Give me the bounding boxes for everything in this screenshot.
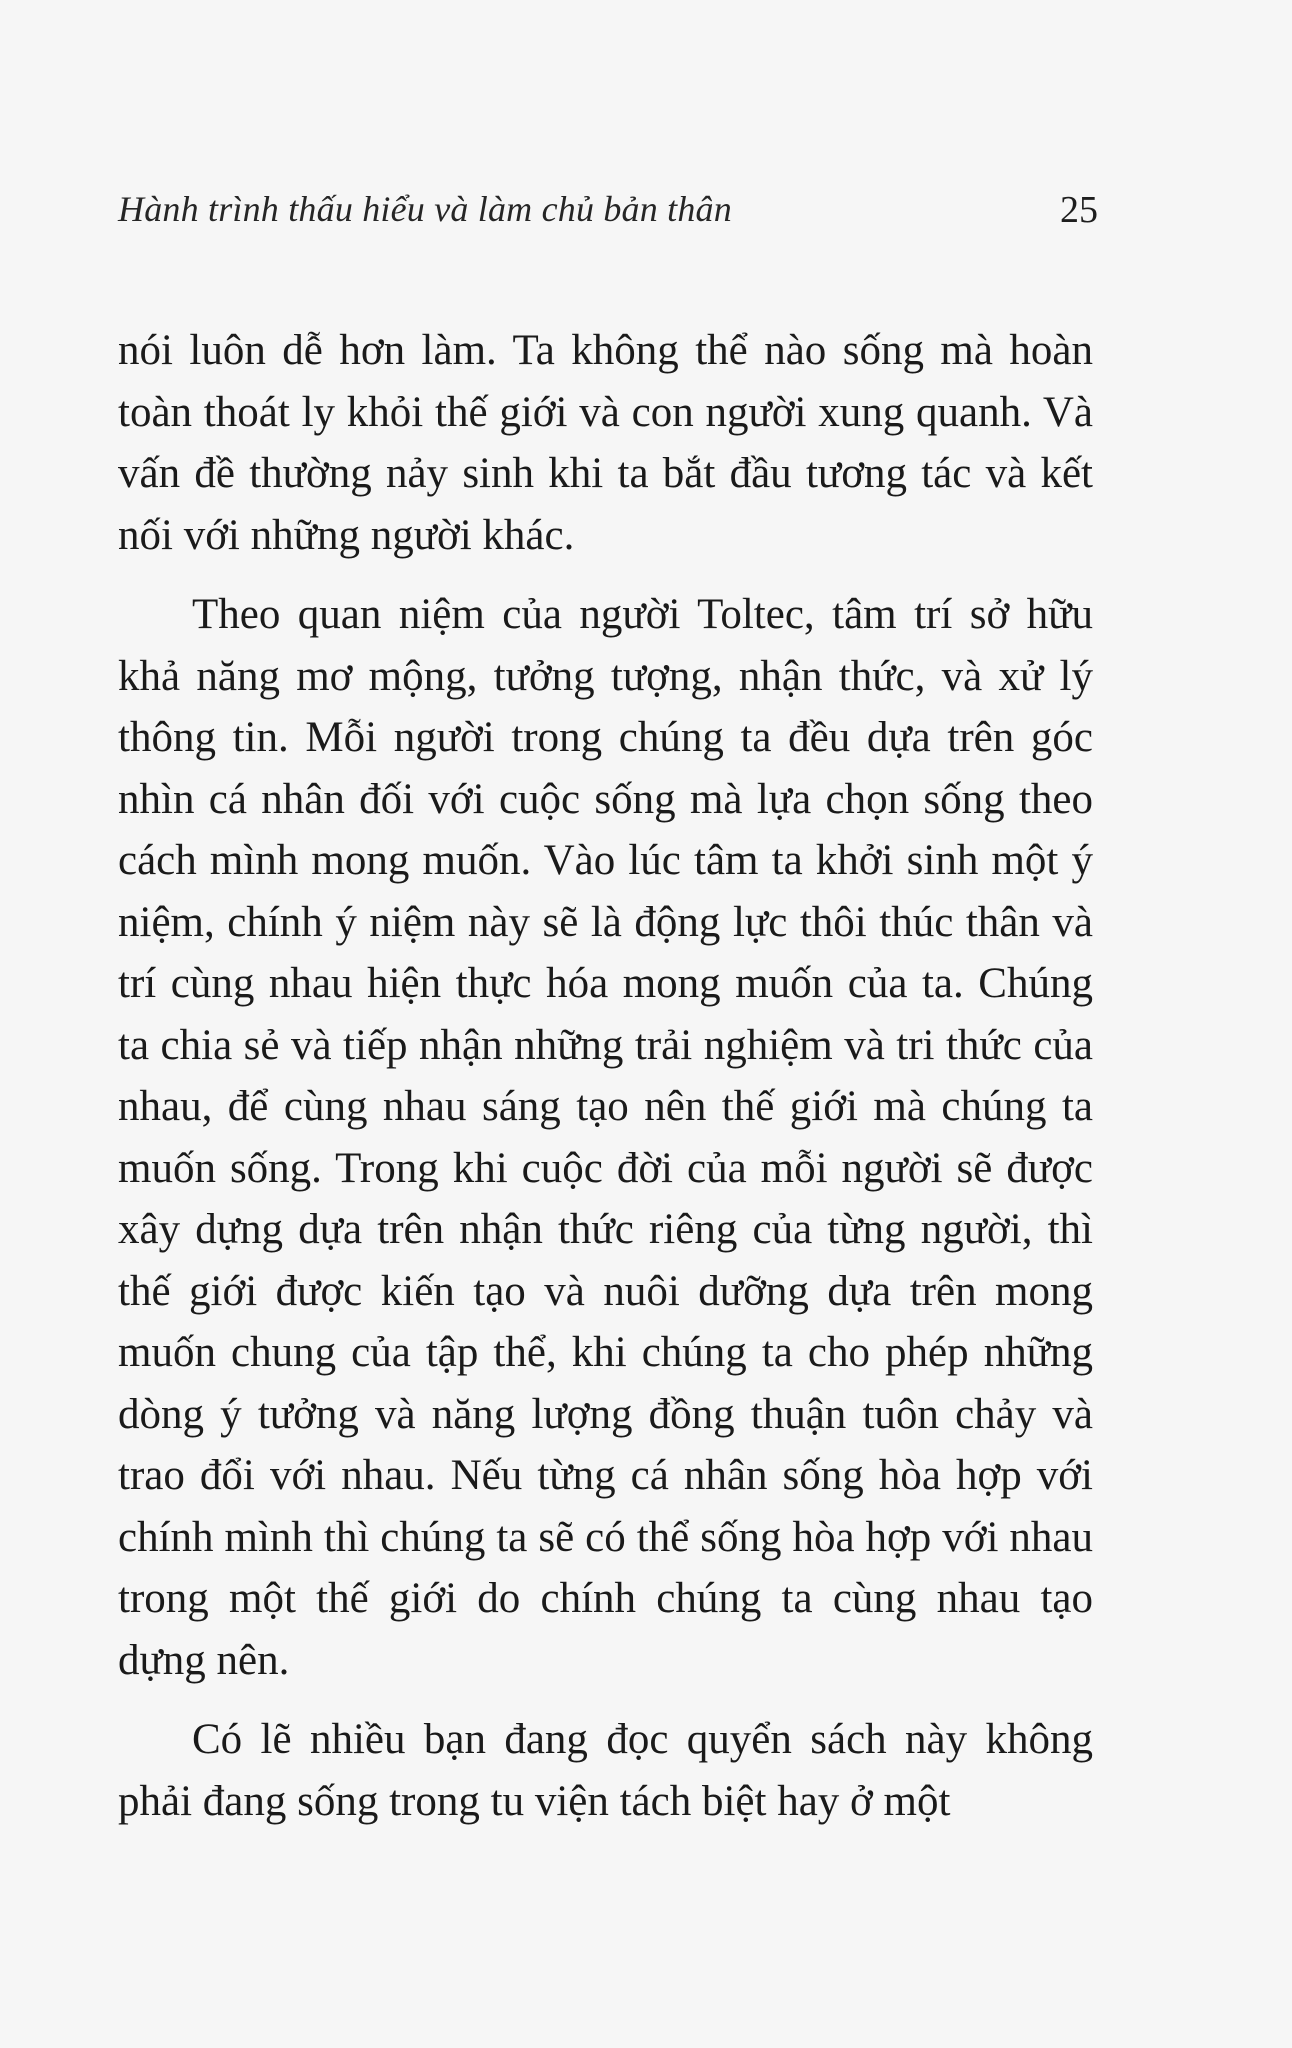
body-text (118, 320, 1093, 1850)
paragraph-toltec: Theo quan niệm của người Toltec, tâm trí sở hữu khả năng mơ mộng, tưởng tượng, nhận thức, và xử lý thông tin. Mỗi người trong chúng ta đều dựa trên góc nhìn cá nhân đối với cuộc sống mà lựa chọn sống theo cách mình mong muốn. Vào lúc tâm ta khởi sinh một ý niệm, chính ý niệm này sẽ là động lực thôi thúc thân và trí cùng nhau hiện thực hóa mong muốn của ta. Chúng ta chia sẻ và tiếp nhận những trải nghiệm và tri thức của nhau, để cùng nhau sáng tạo nên thế giới mà chúng ta muốn sống. Trong khi cuộc đời của mỗi người sẽ được xây dựng dựa trên nhận thức riêng của từng người, thì thế giới được kiến tạo và nuôi dưỡng dựa trên mong muốn chung của tập thể, khi chúng ta cho phép những dòng ý tưởng và năng lượng đồng thuận tuôn chảy và trao đổi với nhau. Nếu từng cá nhân sống hòa hợp với chính mình thì chúng ta sẽ có thể sống hòa hợp với nhau trong một thế giới do chính chúng ta cùng nhau tạo dựng nên. (118, 591, 1093, 1684)
page-number: 25 (1060, 189, 1098, 231)
running-header (118, 180, 1098, 240)
paragraph-continuation: nói luôn dễ hơn làm. Ta không thể nào sống mà hoàn toàn thoát ly khỏi thế giới và con người xung quanh. Và vấn đề thường nảy sinh khi ta bắt đầu tương tác và kết nối với những người khác. (118, 327, 1093, 559)
paragraph-readers: Có lẽ nhiều bạn đang đọc quyển sách này không phải đang sống trong tu viện tách biệt hay ở một (118, 1716, 1093, 1825)
running-header-title: Hành trình thấu hiểu và làm chủ bản thân (118, 189, 732, 229)
